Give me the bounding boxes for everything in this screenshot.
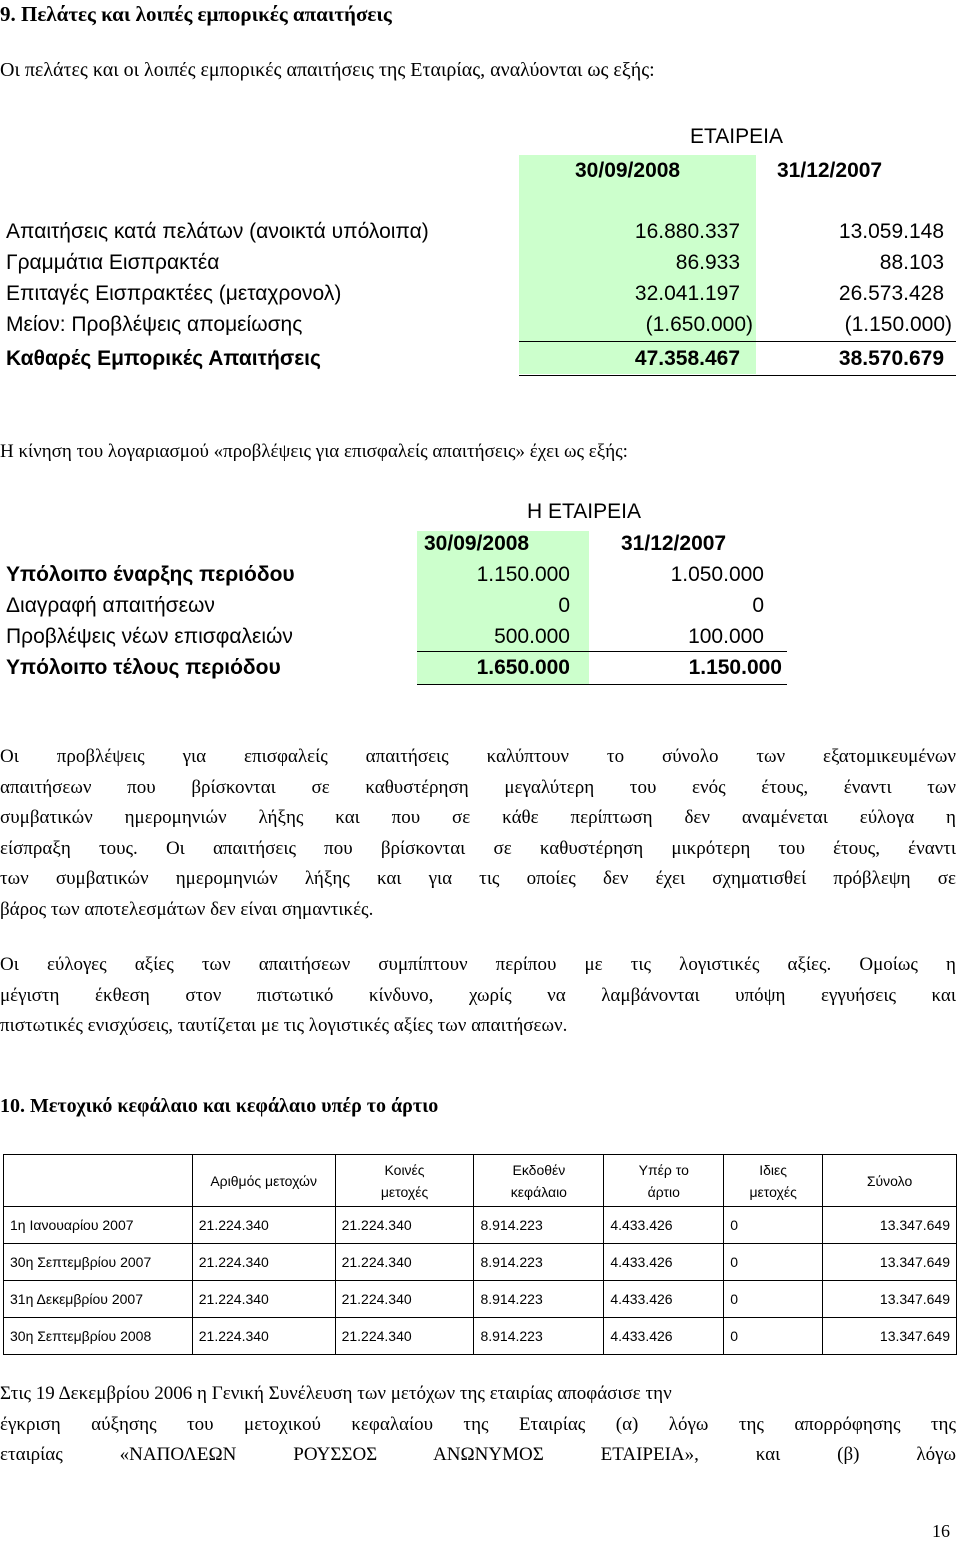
row-date: 1η Ιανουαρίου 2007 (4, 1207, 193, 1244)
total-value-2007: 1.150.000 (688, 656, 782, 679)
fair-value-paragraph (0, 950, 956, 1042)
total-label: Υπόλοιπο τέλους περιόδου (6, 656, 281, 679)
section-9-intro: Οι πελάτες και οι λοιπές εμπορικές απαιτήσεις της Εταιρίας, αναλύονται ως εξής: (0, 59, 655, 81)
cell-total: 13.347.649 (823, 1207, 957, 1244)
cell-treasury-shares: 0 (724, 1318, 823, 1355)
cell-total: 13.347.649 (823, 1318, 957, 1355)
header-label: μετοχές (380, 1183, 429, 1200)
movement-intro: Η κίνηση του λογαριασμού «προβλέψεις για επισφαλείς απαιτήσεις» έχει ως εξής: (0, 441, 628, 462)
paragraph-line: Οι εύλογες αξίες των απαιτήσεων συμπίπτουν περίπου με τις λογιστικές αξίες. Ομοίως η (0, 954, 956, 975)
section-9-title: 9. Πελάτες και λοιπές εμπορικές απαιτήσεις (0, 2, 392, 26)
column-header-2008: 30/09/2008 (424, 532, 530, 555)
header-total (823, 1155, 957, 1207)
total-value-2008: 1.650.000 (476, 656, 570, 679)
paragraph-line: εταιρίας «ΝΑΠΟΛΕΩΝ ΡΟΥΣΣΟΣ ΑΝΩΝΥΜΟΣ ΕΤΑΙΡΕΙΑ», και (β) λόγω (0, 1444, 956, 1465)
paragraph-line: είσπραξη τους. Οι απαιτήσεις που βρίσκονται σε καθυστέρηση μικρότερη του έτους, έναντι (0, 837, 956, 859)
row-label: Υπόλοιπο έναρξης περιόδου (6, 563, 295, 586)
row-value-2008: 32.041.197 (634, 282, 740, 305)
cell-issued-capital: 8.914.223 (474, 1281, 604, 1318)
paragraph-line: έγκριση αύξησης του μετοχικού κεφαλαίου της Εταιρίας (α) λόγω της απορρόφησης της (0, 1413, 956, 1435)
header-share-premium (604, 1155, 724, 1207)
paragraph-line: συμβατικών ημερομηνιών λήξης και που σε κάθε περίπτωση δεν αναμένεται εύλογα η (0, 807, 956, 828)
header-label: Ιδιες (759, 1161, 788, 1178)
header-label: Εκδοθέν (512, 1161, 566, 1178)
capital-increase-paragraph (0, 1379, 956, 1471)
total-value-2007: 38.570.679 (838, 347, 944, 370)
entity-header: ΕΤΑΙΡΕΙΑ (690, 125, 783, 148)
cell-share-premium: 4.433.426 (604, 1318, 724, 1355)
cell-share-count: 21.224.340 (192, 1281, 335, 1318)
row-value-2007: (1.150.000) (844, 313, 952, 336)
cell-common-shares: 21.224.340 (335, 1318, 474, 1355)
row-label: Γραμμάτια Εισπρακτέα (6, 251, 220, 274)
header-label: Αριθμός μετοχών (210, 1172, 317, 1189)
table-row (4, 1207, 957, 1244)
column-header-2007: 31/12/2007 (777, 159, 883, 182)
total-rule (417, 684, 787, 685)
cell-share-premium: 4.433.426 (604, 1281, 724, 1318)
paragraph-line: πιστωτικές ενισχύσεις, ταυτίζεται με τις λογιστικές αξίες των απαιτήσεων. (0, 1015, 568, 1036)
subtotal-rule (519, 341, 956, 342)
row-label: Μείον: Προβλέψεις απομείωσης (6, 313, 303, 336)
header-label: Σύνολο (866, 1172, 913, 1189)
cell-common-shares: 21.224.340 (335, 1207, 474, 1244)
total-label: Καθαρές Εμπορικές Απαιτήσεις (6, 347, 321, 370)
paragraph-line: μέγιστη έκθεση στον πιστωτικό κίνδυνο, χωρίς να λαμβάνονται υπόψη εγγυήσεις και (0, 984, 956, 1006)
header-label: μετοχές (749, 1183, 797, 1200)
cell-treasury-shares: 0 (724, 1281, 823, 1318)
row-value-2007: 88.103 (879, 251, 944, 274)
row-date: 31η Δεκεμβρίου 2007 (4, 1281, 193, 1318)
paragraph-line: απαιτήσεων που βρίσκονται σε καθυστέρηση μεγαλύτερη του ενός έτους, έναντι των (0, 776, 956, 798)
cell-treasury-shares: 0 (724, 1207, 823, 1244)
row-label: Διαγραφή απαιτήσεων (6, 594, 215, 617)
cell-treasury-shares: 0 (724, 1244, 823, 1281)
cell-share-count: 21.224.340 (192, 1244, 335, 1281)
row-value-2008: (1.650.000) (645, 313, 753, 336)
header-cell-empty (4, 1155, 193, 1207)
cell-common-shares: 21.224.340 (335, 1281, 474, 1318)
row-label: Προβλέψεις νέων επισφαλειών (6, 625, 293, 648)
row-value-2007: 26.573.428 (838, 282, 944, 305)
header-label: άρτιο (647, 1183, 680, 1200)
row-label: Απαιτήσεις κατά πελάτων (ανοικτά υπόλοιπα) (6, 220, 429, 243)
cell-total: 13.347.649 (823, 1244, 957, 1281)
row-value-2007: 100.000 (688, 625, 764, 648)
section-10-title: 10. Μετοχικό κεφάλαιο και κεφάλαιο υπέρ το άρτιο (0, 1095, 439, 1117)
header-share-count (192, 1155, 335, 1207)
paragraph-line: Στις 19 Δεκεμβρίου 2006 η Γενική Συνέλευση των μετόχων της εταιρίας αποφάσισε την (0, 1383, 672, 1404)
entity-header: Η ΕΤΑΙΡΕΙΑ (527, 500, 641, 523)
cell-common-shares: 21.224.340 (335, 1244, 474, 1281)
cell-share-premium: 4.433.426 (604, 1244, 724, 1281)
cell-share-count: 21.224.340 (192, 1207, 335, 1244)
row-label: Επιταγές Εισπρακτέες (μεταχρονολ) (6, 282, 342, 305)
cell-share-premium: 4.433.426 (604, 1207, 724, 1244)
column-header-2007: 31/12/2007 (621, 532, 727, 555)
header-common-shares (335, 1155, 474, 1207)
header-label: Κοινές (384, 1161, 425, 1178)
page-number: 16 (932, 1521, 950, 1541)
total-value-2008: 47.358.467 (634, 347, 740, 370)
row-date: 30η Σεπτεμβρίου 2007 (4, 1244, 193, 1281)
subtotal-rule (417, 651, 787, 652)
paragraph-line: Οι προβλέψεις για επισφαλείς απαιτήσεις καλύπτουν το σύνολο των εξατομικευμένων (0, 746, 956, 767)
row-value-2007: 1.050.000 (670, 563, 764, 586)
table-row (4, 1318, 957, 1355)
row-value-2007: 13.059.148 (838, 220, 944, 243)
total-rule (519, 375, 956, 376)
row-value-2008: 0 (558, 594, 570, 617)
table-row (4, 1281, 957, 1318)
row-value-2008: 86.933 (675, 251, 740, 274)
row-value-2008: 1.150.000 (476, 563, 570, 586)
paragraph-line: των συμβατικών ημερομηνιών λήξης και για τις οποίες δεν έχει σχηματισθεί πρόβλεψη σε (0, 868, 956, 889)
cell-issued-capital: 8.914.223 (474, 1318, 604, 1355)
row-value-2008: 500.000 (494, 625, 570, 648)
provisions-paragraph (0, 742, 956, 925)
row-value-2008: 16.880.337 (634, 220, 740, 243)
row-date: 30η Σεπτεμβρίου 2008 (4, 1318, 193, 1355)
header-issued-capital (474, 1155, 604, 1207)
cell-share-count: 21.224.340 (192, 1318, 335, 1355)
cell-issued-capital: 8.914.223 (474, 1244, 604, 1281)
table-header-row (4, 1155, 957, 1207)
header-label: κεφάλαιο (510, 1183, 567, 1200)
share-capital-table (3, 1154, 957, 1355)
column-header-2008: 30/09/2008 (575, 159, 681, 182)
row-value-2007: 0 (752, 594, 764, 617)
cell-total: 13.347.649 (823, 1281, 957, 1318)
paragraph-line: βάρος των αποτελεσμάτων δεν είναι σημαντικές. (0, 898, 374, 920)
cell-issued-capital: 8.914.223 (474, 1207, 604, 1244)
table-row (4, 1244, 957, 1281)
header-treasury-shares (724, 1155, 823, 1207)
header-label: Υπέρ το (638, 1161, 689, 1178)
